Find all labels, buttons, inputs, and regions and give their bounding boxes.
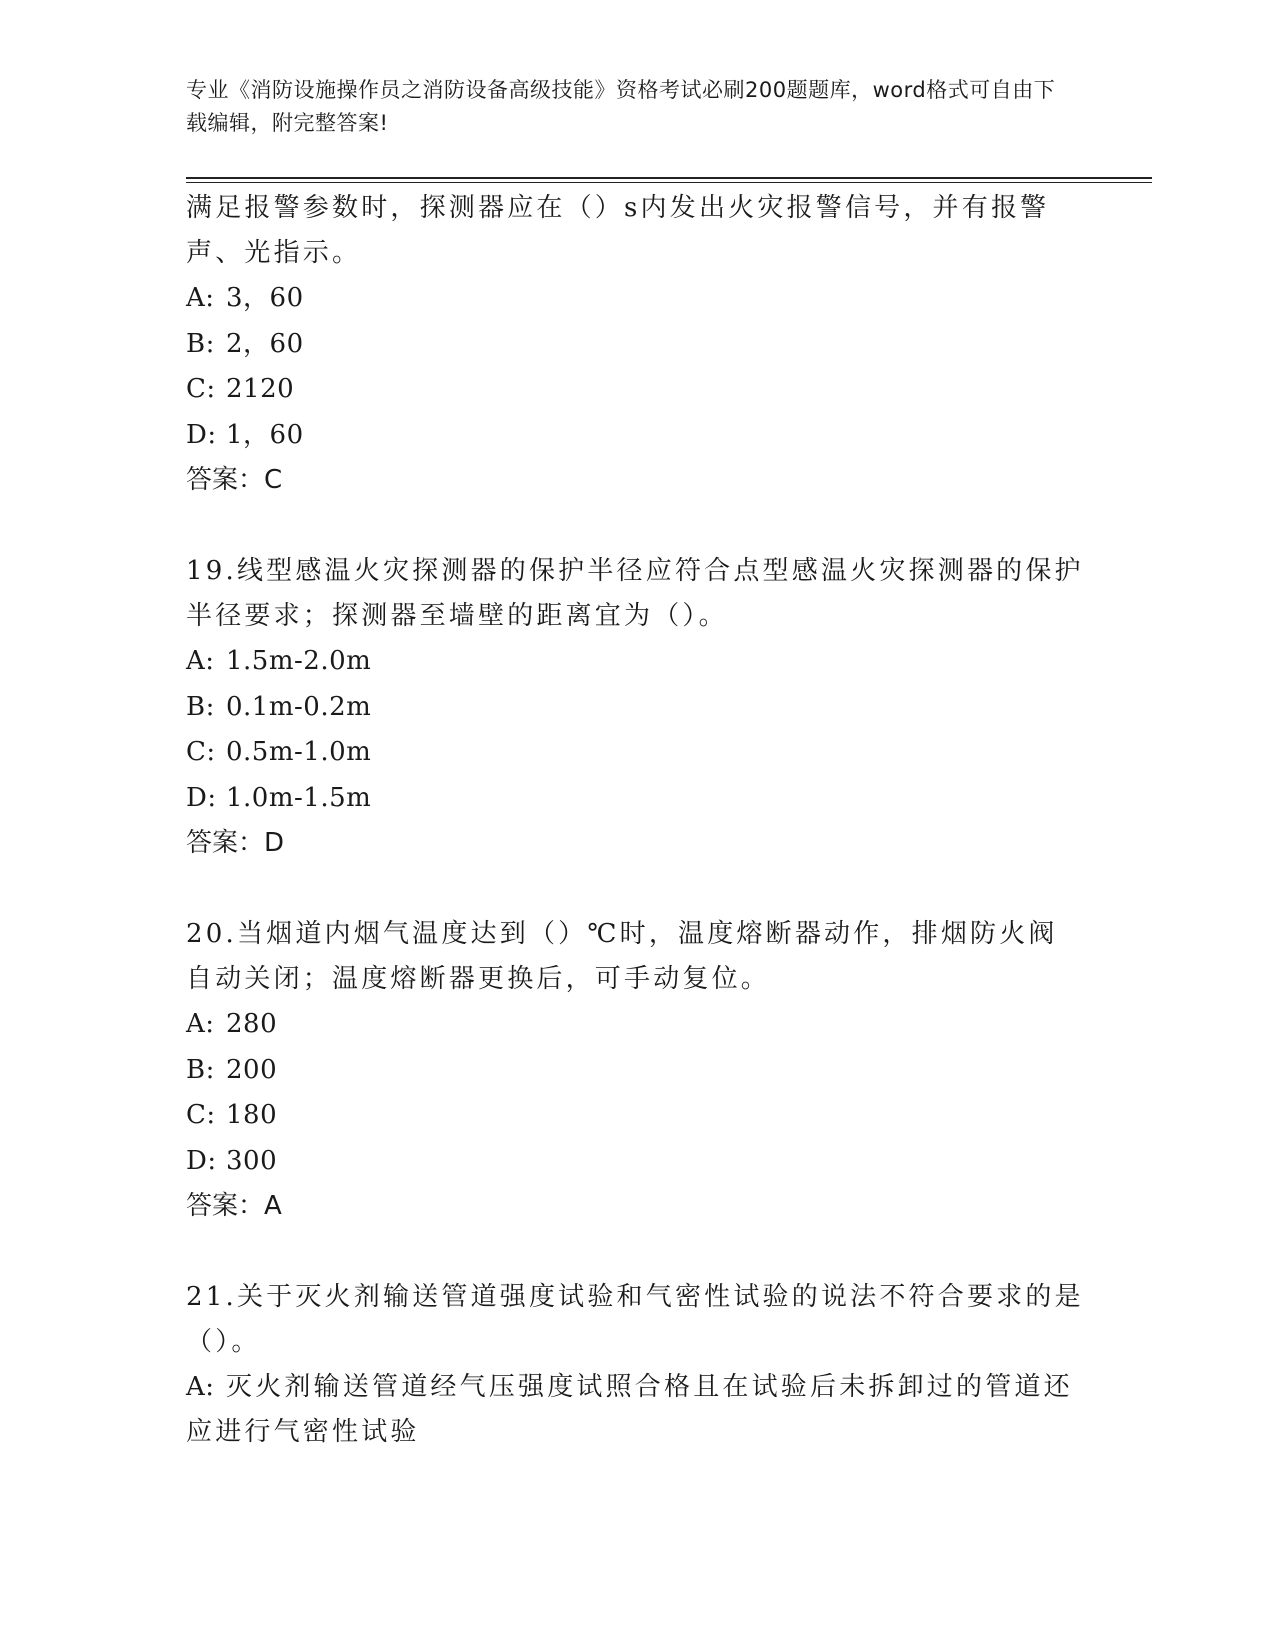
question-stem: 21.关于灭火剂输送管道强度试验和气密性试验的说法不符合要求的是（）。 xyxy=(186,1282,1084,1357)
option-c xyxy=(186,1093,1086,1139)
option-text: 1，60 xyxy=(226,419,304,450)
document-header xyxy=(186,74,1066,140)
option-text: 2120 xyxy=(226,374,295,404)
question-block xyxy=(186,549,1086,866)
option-a xyxy=(186,276,1086,322)
option-text: 200 xyxy=(226,1054,278,1085)
option-b xyxy=(186,322,1086,368)
question-block xyxy=(186,912,1086,1229)
option-text: 300 xyxy=(226,1145,278,1176)
question-stem: 19.线型感温火灾探测器的保护半径应符合点型感温火灾探测器的保护半径要求；探测器至墙壁的距离宜为（）。 xyxy=(186,556,1084,631)
option-d xyxy=(186,413,1086,459)
option-letter: D: xyxy=(186,419,217,450)
option-letter: B: xyxy=(186,328,215,359)
option-letter: C: xyxy=(186,1100,216,1130)
option-letter: A: xyxy=(186,646,215,676)
answer-line: 答案：C xyxy=(186,465,283,495)
option-a xyxy=(186,1365,1086,1455)
option-d xyxy=(186,1139,1086,1185)
option-text: 1.0m-1.5m xyxy=(226,782,372,813)
option-c xyxy=(186,367,1086,413)
option-text: 0.5m-1.0m xyxy=(226,737,372,767)
option-text: 1.5m-2.0m xyxy=(226,646,372,676)
option-c xyxy=(186,730,1086,776)
header-divider-thin xyxy=(186,182,1152,183)
option-d xyxy=(186,776,1086,822)
question-list xyxy=(186,186,1086,1455)
header-divider-thick xyxy=(186,177,1152,179)
option-letter: C: xyxy=(186,737,216,767)
option-letter: A: xyxy=(186,1372,215,1402)
option-text: 灭火剂输送管道经气压强度试照合格且在试验后未拆卸过的管道还应进行气密性试验 xyxy=(186,1372,1073,1447)
option-letter: D: xyxy=(186,782,217,813)
option-letter: B: xyxy=(186,1054,215,1085)
option-a xyxy=(186,639,1086,685)
question-block xyxy=(186,186,1086,503)
option-text: 3，60 xyxy=(226,283,304,313)
option-text: 0.1m-0.2m xyxy=(226,691,372,722)
option-letter: B: xyxy=(186,691,215,722)
option-text: 280 xyxy=(226,1009,278,1039)
option-text: 2，60 xyxy=(226,328,304,359)
question-block xyxy=(186,1275,1086,1455)
header-text: 专业《消防设施操作员之消防设备高级技能》资格考试必刷200题题库，word格式可自由下载编辑，附完整答案! xyxy=(186,78,1056,135)
option-text: 180 xyxy=(226,1100,278,1130)
option-b xyxy=(186,1048,1086,1094)
option-b xyxy=(186,685,1086,731)
question-stem: 满足报警参数时，探测器应在（）s内发出火灾报警信号，并有报警声、光指示。 xyxy=(186,193,1050,268)
option-a xyxy=(186,1002,1086,1048)
answer-line: 答案：D xyxy=(186,828,285,858)
option-letter: C: xyxy=(186,374,216,404)
option-letter: A: xyxy=(186,283,215,313)
option-letter: A: xyxy=(186,1009,215,1039)
answer-line: 答案：A xyxy=(186,1191,282,1221)
option-letter: D: xyxy=(186,1145,217,1176)
question-stem: 20.当烟道内烟气温度达到（）℃时，温度熔断器动作，排烟防火阀自动关闭；温度熔断器更换后，可手动复位。 xyxy=(186,919,1058,994)
